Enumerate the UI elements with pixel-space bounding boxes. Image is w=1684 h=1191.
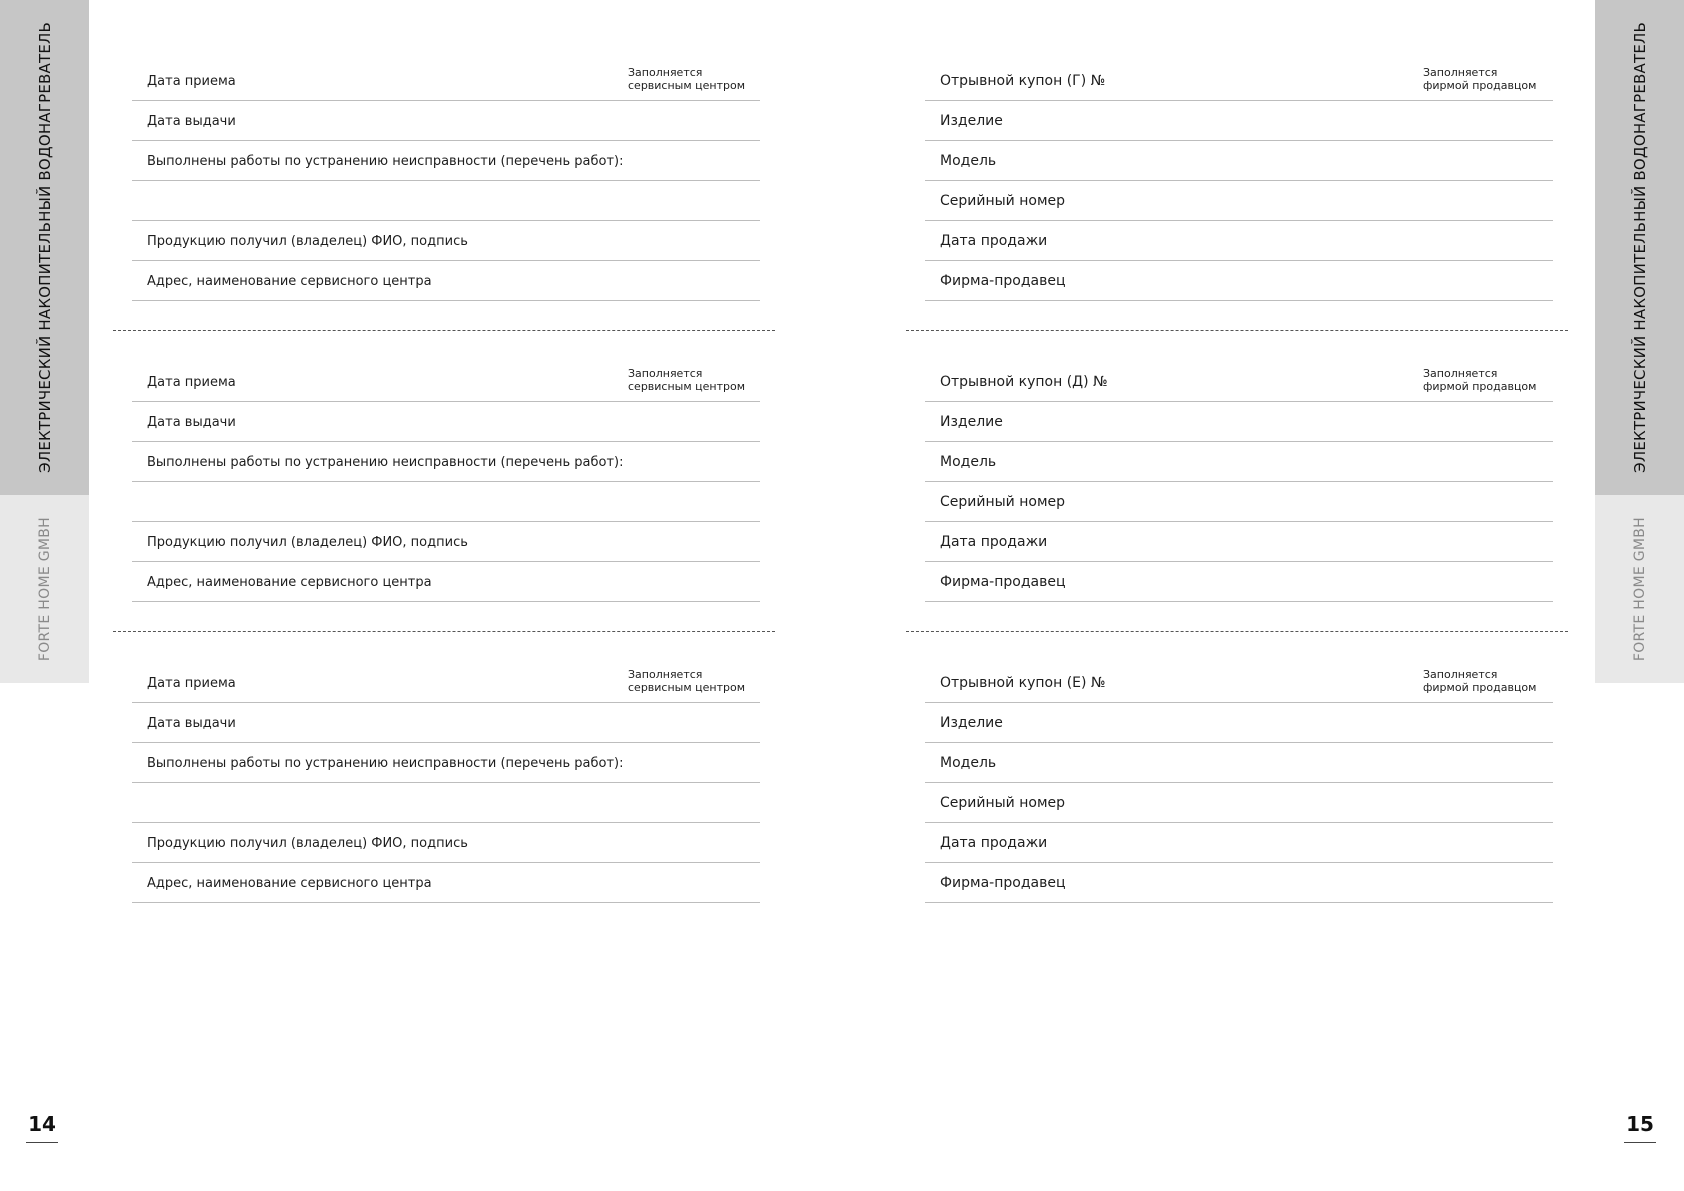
coupon-d — [925, 362, 1553, 602]
row-label: Модель — [940, 153, 997, 169]
row-label: Продукцию получил (владелец) ФИО, подпись — [147, 836, 468, 851]
form-row[interactable] — [925, 663, 1553, 703]
row-label: Фирма-продавец — [940, 273, 1066, 289]
filled-by-note: Заполняется сервисным центром — [628, 66, 746, 92]
coupon-e — [925, 663, 1553, 903]
cut-line — [906, 330, 1568, 331]
right-spine-product-title: ЭЛЕКТРИЧЕСКИЙ НАКОПИТЕЛЬНЫЙ ВОДОНАГРЕВАТЕЛЬ — [1630, 22, 1649, 473]
coupon-title: Отрывной купон (Е) № — [940, 675, 1106, 691]
row-label: Выполнены работы по устранению неисправности (перечень работ): — [147, 154, 624, 169]
form-row[interactable] — [925, 402, 1553, 442]
row-label: Продукцию получил (владелец) ФИО, подпись — [147, 234, 468, 249]
row-label: Дата продажи — [940, 233, 1048, 249]
form-row[interactable] — [925, 362, 1553, 402]
row-label: Дата продажи — [940, 835, 1048, 851]
form-row[interactable] — [925, 743, 1553, 783]
form-row[interactable] — [925, 783, 1553, 823]
form-row[interactable] — [925, 823, 1553, 863]
form-row-blank[interactable] — [132, 482, 760, 522]
left-spine-brand: FORTE HOME GMBH — [36, 516, 53, 662]
row-label: Фирма-продавец — [940, 875, 1066, 891]
coupon-title: Отрывной купон (Д) № — [940, 374, 1108, 390]
form-row[interactable] — [132, 362, 760, 402]
page-number-right: 15 — [1624, 1112, 1656, 1143]
row-label: Серийный номер — [940, 193, 1066, 209]
filled-by-note: Заполняется сервисным центром — [628, 367, 746, 393]
service-card-3 — [132, 663, 760, 903]
row-label: Дата приема — [147, 74, 236, 89]
form-row[interactable] — [132, 743, 760, 783]
form-row[interactable] — [925, 863, 1553, 903]
form-row-blank[interactable] — [132, 181, 760, 221]
form-row[interactable] — [132, 402, 760, 442]
form-row[interactable] — [132, 221, 760, 261]
form-row[interactable] — [925, 181, 1553, 221]
row-label: Дата приема — [147, 375, 236, 390]
left-spine-product-title: ЭЛЕКТРИЧЕСКИЙ НАКОПИТЕЛЬНЫЙ ВОДОНАГРЕВАТЕЛЬ — [35, 22, 54, 473]
form-row[interactable] — [132, 823, 760, 863]
cut-line — [113, 631, 775, 632]
cut-line — [113, 330, 775, 331]
right-spine-title-block — [1595, 0, 1684, 495]
form-row[interactable] — [132, 562, 760, 602]
right-spine-brand-block — [1595, 495, 1684, 683]
row-label: Адрес, наименование сервисного центра — [147, 876, 432, 891]
row-label: Модель — [940, 755, 997, 771]
form-row[interactable] — [132, 522, 760, 562]
row-label: Изделие — [940, 715, 1003, 731]
filled-by-note: Заполняется сервисным центром — [628, 668, 746, 694]
page-number-left: 14 — [26, 1112, 58, 1143]
service-card-1 — [132, 61, 760, 301]
form-row[interactable] — [925, 141, 1553, 181]
form-row-blank[interactable] — [132, 783, 760, 823]
form-row[interactable] — [132, 703, 760, 743]
filled-by-note: Заполняется фирмой продавцом — [1423, 367, 1537, 393]
cut-line — [906, 631, 1568, 632]
form-row[interactable] — [132, 261, 760, 301]
left-spine-brand-block — [0, 495, 89, 683]
coupon-title: Отрывной купон (Г) № — [940, 73, 1106, 89]
row-label: Дата выдачи — [147, 716, 236, 731]
row-label: Серийный номер — [940, 795, 1066, 811]
form-row[interactable] — [132, 141, 760, 181]
form-row[interactable] — [132, 863, 760, 903]
form-row[interactable] — [925, 442, 1553, 482]
filled-by-note: Заполняется фирмой продавцом — [1423, 668, 1537, 694]
form-row[interactable] — [925, 482, 1553, 522]
row-label: Адрес, наименование сервисного центра — [147, 274, 432, 289]
row-label: Модель — [940, 454, 997, 470]
row-label: Продукцию получил (владелец) ФИО, подпись — [147, 535, 468, 550]
row-label: Дата приема — [147, 676, 236, 691]
filled-by-note: Заполняется фирмой продавцом — [1423, 66, 1537, 92]
form-row[interactable] — [132, 442, 760, 482]
row-label: Серийный номер — [940, 494, 1066, 510]
form-row[interactable] — [925, 522, 1553, 562]
form-row[interactable] — [925, 703, 1553, 743]
form-row[interactable] — [925, 562, 1553, 602]
form-row[interactable] — [925, 261, 1553, 301]
form-row[interactable] — [925, 221, 1553, 261]
row-label: Изделие — [940, 113, 1003, 129]
service-card-2 — [132, 362, 760, 602]
right-spine-brand: FORTE HOME GMBH — [1631, 516, 1648, 662]
row-label: Изделие — [940, 414, 1003, 430]
row-label: Адрес, наименование сервисного центра — [147, 575, 432, 590]
row-label: Выполнены работы по устранению неисправности (перечень работ): — [147, 455, 624, 470]
form-row[interactable] — [925, 61, 1553, 101]
row-label: Дата продажи — [940, 534, 1048, 550]
form-row[interactable] — [132, 61, 760, 101]
left-spine-title-block — [0, 0, 89, 495]
form-row[interactable] — [132, 663, 760, 703]
row-label: Выполнены работы по устранению неисправности (перечень работ): — [147, 756, 624, 771]
form-row[interactable] — [925, 101, 1553, 141]
form-row[interactable] — [132, 101, 760, 141]
row-label: Фирма-продавец — [940, 574, 1066, 590]
row-label: Дата выдачи — [147, 114, 236, 129]
coupon-g — [925, 61, 1553, 301]
row-label: Дата выдачи — [147, 415, 236, 430]
